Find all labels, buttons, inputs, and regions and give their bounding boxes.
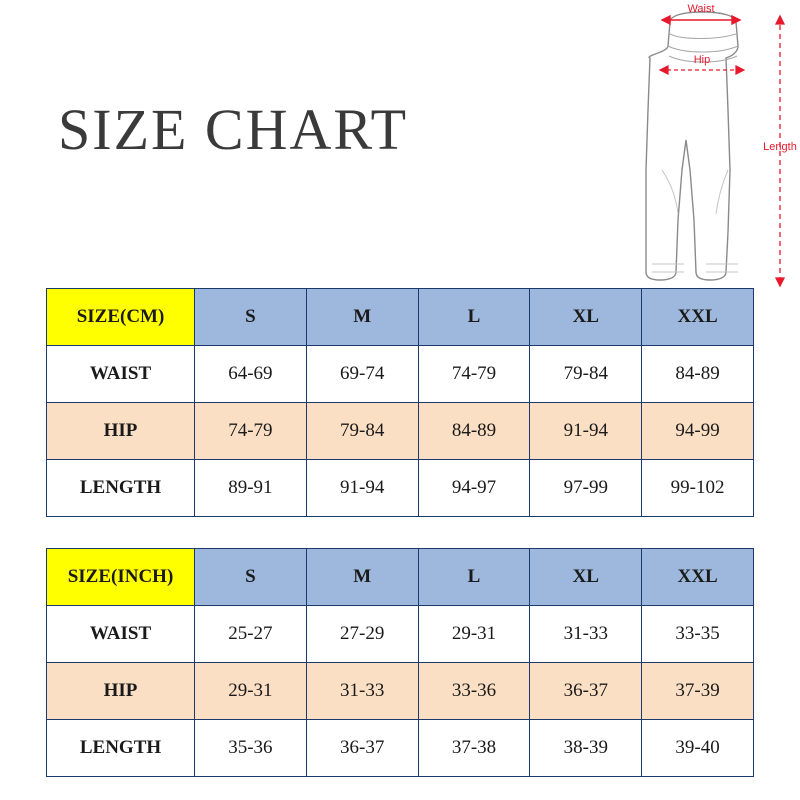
column-header-s: S [195, 289, 307, 346]
row-label-length: LENGTH [47, 720, 195, 777]
cell-length-l: 37-38 [418, 720, 530, 777]
cell-waist-xl: 31-33 [530, 606, 642, 663]
row-label-waist: WAIST [47, 606, 195, 663]
row-label-hip: HIP [47, 403, 195, 460]
cell-hip-xl: 36-37 [530, 663, 642, 720]
cell-hip-s: 29-31 [195, 663, 307, 720]
table-row [47, 346, 754, 403]
hip-label: Hip [693, 54, 711, 66]
table-row [47, 720, 754, 777]
cell-waist-xxl: 84-89 [642, 346, 754, 403]
size-chart-cm-table [46, 288, 754, 517]
column-header-l: L [418, 289, 530, 346]
column-header-s: S [195, 549, 307, 606]
column-header-xl: XL [530, 289, 642, 346]
cell-length-s: 89-91 [195, 460, 307, 517]
cell-length-m: 91-94 [306, 460, 418, 517]
cell-length-m: 36-37 [306, 720, 418, 777]
row-label-hip: HIP [47, 663, 195, 720]
cell-waist-xxl: 33-35 [642, 606, 754, 663]
unit-header-cm: SIZE(CM) [47, 289, 195, 346]
column-header-xxl: XXL [642, 549, 754, 606]
cell-waist-l: 29-31 [418, 606, 530, 663]
table-row [47, 403, 754, 460]
table-row [47, 663, 754, 720]
cell-hip-m: 79-84 [306, 403, 418, 460]
length-label: Length [763, 141, 797, 153]
table-row [47, 606, 754, 663]
leggings-diagram [612, 0, 800, 300]
size-chart-inch-table [46, 548, 754, 777]
cell-waist-s: 64-69 [195, 346, 307, 403]
cell-hip-l: 84-89 [418, 403, 530, 460]
column-header-xxl: XXL [642, 289, 754, 346]
cell-length-xl: 38-39 [530, 720, 642, 777]
cell-waist-l: 74-79 [418, 346, 530, 403]
cell-length-xxl: 99-102 [642, 460, 754, 517]
page-title: SIZE CHART [58, 97, 409, 162]
table-row [47, 460, 754, 517]
column-header-xl: XL [530, 549, 642, 606]
cell-hip-xl: 91-94 [530, 403, 642, 460]
row-label-waist: WAIST [47, 346, 195, 403]
column-header-m: M [306, 549, 418, 606]
table-row-header [47, 289, 754, 346]
cell-hip-xxl: 94-99 [642, 403, 754, 460]
cell-length-xxl: 39-40 [642, 720, 754, 777]
cell-hip-m: 31-33 [306, 663, 418, 720]
cell-length-s: 35-36 [195, 720, 307, 777]
column-header-m: M [306, 289, 418, 346]
cell-hip-s: 74-79 [195, 403, 307, 460]
unit-header-inch: SIZE(INCH) [47, 549, 195, 606]
row-label-length: LENGTH [47, 460, 195, 517]
cell-length-l: 94-97 [418, 460, 530, 517]
column-header-l: L [418, 549, 530, 606]
cell-length-xl: 97-99 [530, 460, 642, 517]
cell-hip-xxl: 37-39 [642, 663, 754, 720]
cell-waist-m: 69-74 [306, 346, 418, 403]
table-row-header [47, 549, 754, 606]
cell-waist-m: 27-29 [306, 606, 418, 663]
waist-label: Waist [687, 3, 715, 15]
cell-hip-l: 33-36 [418, 663, 530, 720]
cell-waist-s: 25-27 [195, 606, 307, 663]
cell-waist-xl: 79-84 [530, 346, 642, 403]
